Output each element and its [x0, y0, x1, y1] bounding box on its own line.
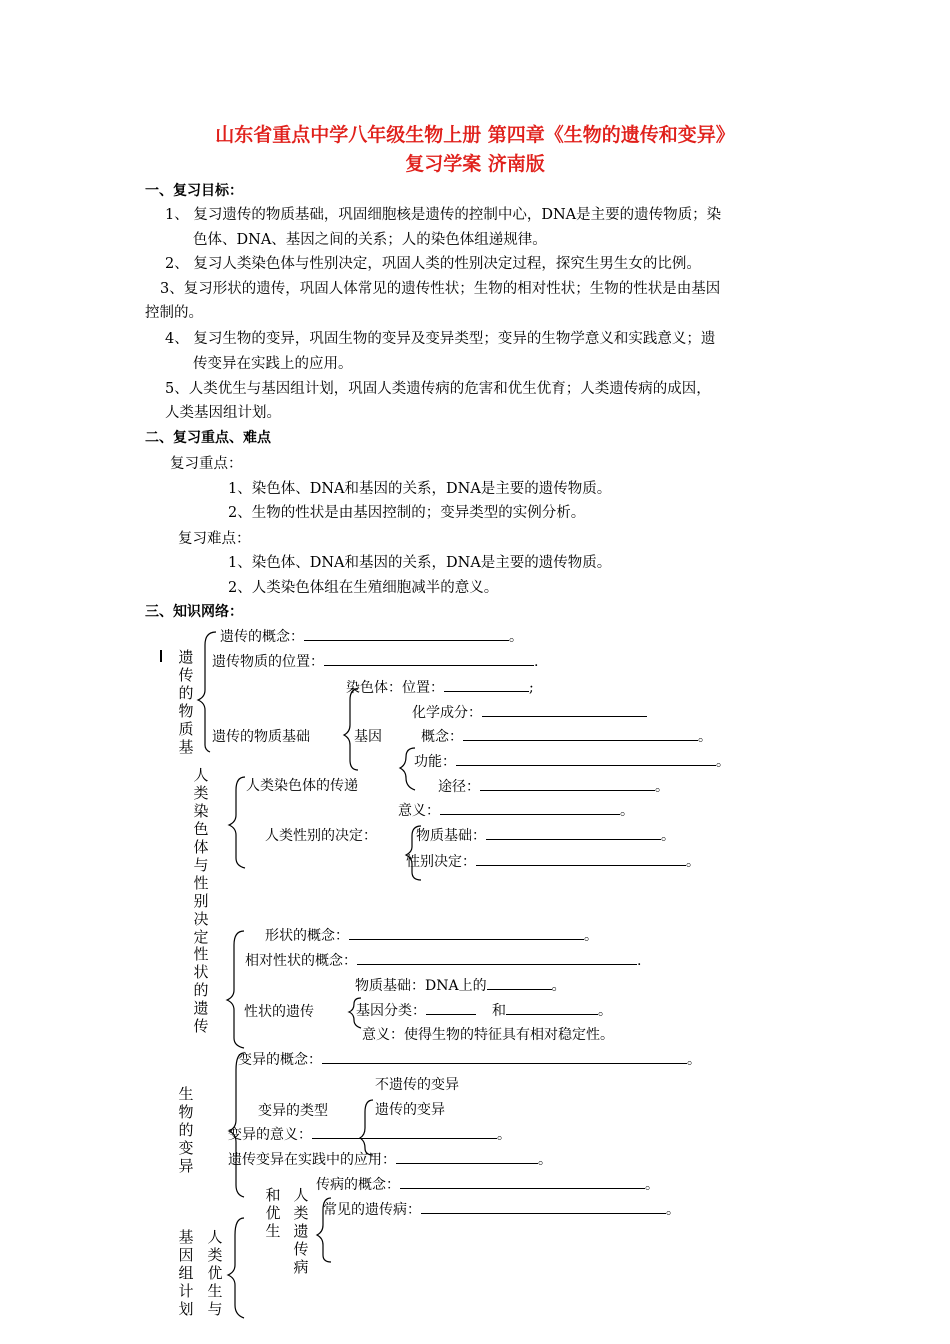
section3-heading: 三、知识网络：	[145, 604, 243, 620]
node-human-chromosome-transfer: 人类染色体的传递	[246, 778, 358, 794]
category-variation: 生物的变异	[178, 1085, 194, 1175]
node-human-sex-determination: 人类性别的决定：	[265, 828, 377, 844]
node-gene-function: 功能： 。	[414, 751, 730, 771]
difficulty-1: 1、染色体、DNA和基因的关系，DNA是主要的遗传物质。	[228, 555, 612, 571]
focus-1: 1、染色体、DNA和基因的关系，DNA是主要的遗传物质。	[228, 481, 612, 497]
node-material-basis: 物质基础： 。	[416, 825, 675, 845]
node-variation-application: 遗传变异在实践中的应用： 。	[228, 1149, 552, 1169]
node-gene-classification: 基因分类： 和 。	[356, 1000, 612, 1020]
focus-label: 复习重点：	[170, 456, 243, 472]
category-trait-inheritance: 性状的遗传	[193, 945, 209, 1035]
node-chemical-composition: 化学成分：	[412, 702, 647, 722]
node-variation-types: 变异的类型	[258, 1103, 328, 1119]
document-title-line1: 山东省重点中学八年级生物上册 第四章《生物的遗传和变异》	[215, 124, 735, 146]
node-genetic-disease-concept: 传病的概念： 。	[316, 1174, 659, 1194]
focus-2: 2、生物的性状是由基因控制的；变异类型的实例分析。	[228, 505, 586, 521]
document-title-line2: 复习学案 济南版	[405, 153, 545, 175]
difficulty-label: 复习难点：	[178, 531, 251, 547]
node-variation-meaning: 变异的意义： 。	[228, 1124, 511, 1144]
goal-4-line2: 传变异在实践上的应用。	[193, 356, 353, 372]
node-material-basis-dna: 物质基础：DNA上的 。	[355, 975, 566, 995]
node-inheritance-basis: 遗传的物质基础	[212, 729, 310, 745]
difficulty-2: 2、人类染色体组在生殖细胞减半的意义。	[228, 580, 499, 596]
category-human-chromosome-sex: 人类染色体与性别决定	[193, 766, 209, 946]
node-variation-concept: 变异的概念： 。	[238, 1049, 701, 1069]
node-heritable-variation: 遗传的变异	[375, 1102, 445, 1118]
goal-3-line1: 3、复习形状的遗传，巩固人体常见的遗传性状；生物的相对性状；生物的性状是由基因	[160, 281, 721, 297]
goal-4-line1: 4、 复习生物的变异，巩固生物的变异及变异类型；变异的生物学意义和实践意义；遗	[165, 331, 716, 347]
node-trait-concept: 形状的概念： 。	[265, 925, 598, 945]
category-eugenics: 人类优生与	[207, 1228, 223, 1318]
category-human-genetic-disease: 人类遗传病	[293, 1186, 309, 1276]
node-trait-inheritance: 性状的遗传	[244, 1004, 314, 1020]
node-inheritance-concept: 遗传的概念： 。	[220, 626, 523, 646]
category-inheritance-material-basis: 遗传的物质基	[178, 648, 194, 756]
goal-3-line2: 控制的。	[145, 305, 203, 321]
node-transfer-meaning: 意义： 。	[398, 800, 634, 820]
section1-heading: 一、复习目标：	[145, 183, 243, 199]
node-sex-determination: 性别决定： 。	[406, 851, 700, 871]
node-gene: 基因	[354, 729, 382, 745]
node-chromosome-position: 染色体：位置： ;	[346, 677, 534, 697]
category-and-eugenics: 和优生	[265, 1186, 281, 1240]
goal-5-line2: 人类基因组计划。	[165, 405, 281, 421]
goal-2: 2、 复习人类染色体与性别决定，巩固人类的性别决定过程，探究生男生女的比例。	[165, 256, 701, 272]
goal-1-line1: 1、 复习遗传的物质基础，巩固细胞核是遗传的控制中心，DNA是主要的遗传物质；染	[165, 207, 722, 223]
node-relative-trait-concept: 相对性状的概念： .	[245, 950, 641, 970]
node-gene-concept: 概念： 。	[421, 726, 712, 746]
section2-heading: 二、复习重点、难点	[145, 430, 271, 446]
node-transfer-path: 途径： 。	[438, 776, 669, 796]
category-genome-project: 基因组计划	[178, 1228, 194, 1318]
node-genetic-material-location: 遗传物质的位置： .	[212, 651, 538, 671]
goal-1-line2: 色体、DNA、基因之间的关系；人的染色体组递规律。	[193, 232, 547, 248]
node-non-heritable-variation: 不遗传的变异	[375, 1077, 459, 1093]
node-trait-meaning: 意义：使得生物的特征具有相对稳定性。	[362, 1027, 614, 1043]
goal-5-line1: 5、人类优生与基因组计划，巩固人类遗传病的危害和优生优育；人类遗传病的成因，	[165, 381, 711, 397]
node-common-genetic-diseases: 常见的遗传病： 。	[323, 1199, 680, 1219]
